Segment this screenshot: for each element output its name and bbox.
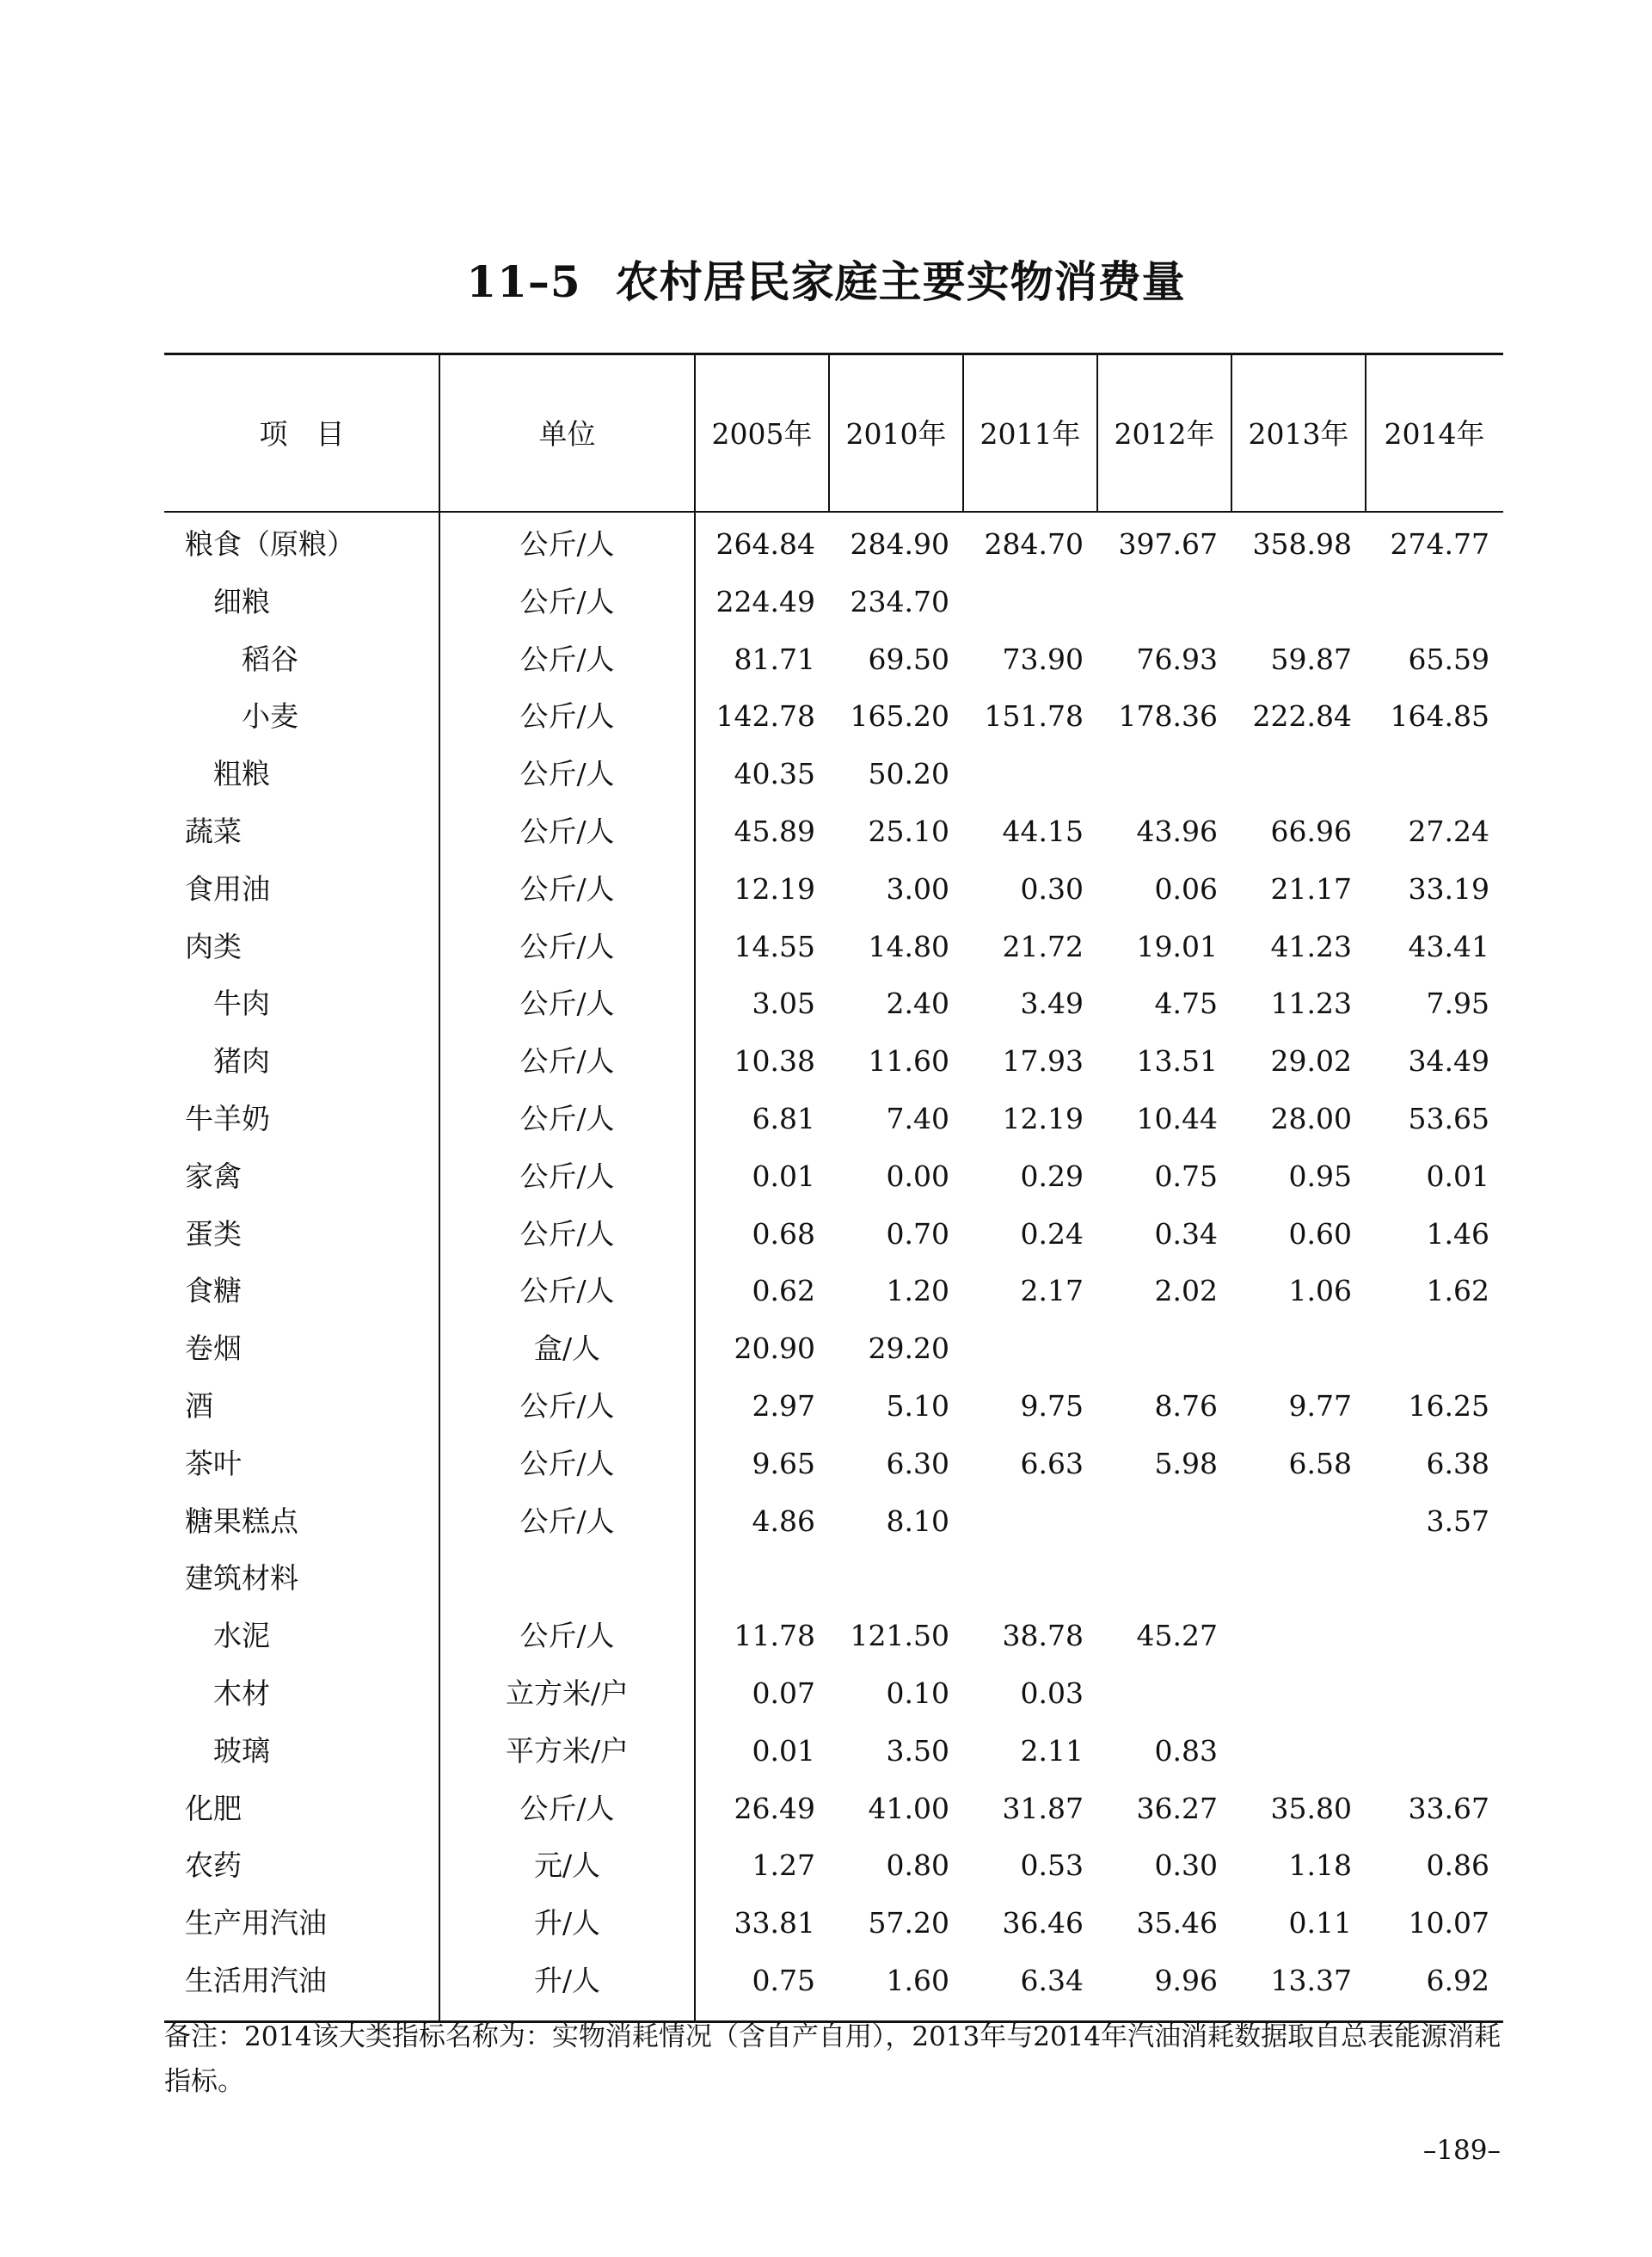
row-unit: 公斤/人 bbox=[519, 1216, 615, 1251]
row-value bbox=[1097, 1550, 1218, 1607]
row-value: 28.00 bbox=[1270, 1102, 1352, 1135]
row-value: 1.46 bbox=[1426, 1216, 1489, 1251]
row-value: 5.10 bbox=[886, 1389, 949, 1423]
row-value bbox=[1231, 1665, 1352, 1722]
row-value: 9.75 bbox=[1020, 1389, 1084, 1423]
row-value: 69.50 bbox=[868, 642, 949, 676]
row-unit: 升/人 bbox=[533, 1964, 601, 1997]
row-item-label: 牛肉 bbox=[213, 987, 270, 1021]
row-value: 264.84 bbox=[715, 527, 815, 561]
row-value: 50.20 bbox=[868, 757, 949, 791]
row-value: 222.84 bbox=[1252, 699, 1352, 734]
row-value: 0.01 bbox=[1426, 1159, 1489, 1193]
row-item-label: 木材 bbox=[213, 1676, 270, 1710]
row-value: 6.34 bbox=[1020, 1964, 1084, 1997]
row-item-label: 生产用汽油 bbox=[185, 1906, 327, 1940]
row-value: 36.27 bbox=[1136, 1791, 1218, 1825]
row-value: 13.51 bbox=[1136, 1044, 1218, 1079]
row-item-label: 蔬菜 bbox=[185, 815, 242, 848]
row-value: 6.63 bbox=[1020, 1446, 1084, 1480]
row-value: 0.80 bbox=[886, 1848, 949, 1883]
row-unit bbox=[439, 1550, 695, 1607]
row-value: 2.40 bbox=[886, 987, 949, 1021]
row-value: 3.05 bbox=[752, 987, 815, 1021]
row-value: 65.59 bbox=[1408, 642, 1489, 676]
column-header: 2012年 bbox=[1114, 416, 1215, 451]
row-value: 0.00 bbox=[886, 1159, 949, 1193]
row-item-label: 细粮 bbox=[213, 584, 270, 618]
row-value: 1.27 bbox=[752, 1848, 815, 1883]
page-number: –189– bbox=[1422, 2135, 1501, 2166]
row-value bbox=[1366, 1723, 1489, 1780]
row-value: 29.02 bbox=[1270, 1044, 1352, 1079]
row-value: 45.27 bbox=[1136, 1619, 1218, 1653]
row-value: 178.36 bbox=[1118, 699, 1218, 734]
row-item-label: 卷烟 bbox=[185, 1331, 242, 1366]
row-item-label: 糖果糕点 bbox=[185, 1504, 298, 1538]
row-value: 41.00 bbox=[868, 1791, 949, 1825]
row-unit: 公斤/人 bbox=[519, 699, 615, 734]
row-unit: 公斤/人 bbox=[519, 1791, 615, 1825]
row-value: 142.78 bbox=[715, 699, 815, 734]
row-value: 1.62 bbox=[1426, 1274, 1489, 1308]
row-value: 10.07 bbox=[1408, 1906, 1489, 1940]
row-value: 0.34 bbox=[1154, 1216, 1218, 1251]
row-value: 151.78 bbox=[984, 699, 1084, 734]
row-item-label: 牛羊奶 bbox=[185, 1102, 270, 1135]
row-value bbox=[1231, 1493, 1352, 1550]
row-value: 34.49 bbox=[1408, 1044, 1489, 1079]
row-value: 358.98 bbox=[1252, 527, 1352, 561]
row-value: 29.20 bbox=[868, 1331, 949, 1366]
table-number: 11–5 bbox=[466, 256, 581, 307]
row-unit: 公斤/人 bbox=[519, 1504, 615, 1538]
row-item-label: 化肥 bbox=[185, 1791, 242, 1825]
row-value: 12.19 bbox=[1002, 1102, 1084, 1135]
row-value: 81.71 bbox=[734, 642, 815, 676]
row-value: 0.01 bbox=[752, 1733, 815, 1768]
row-value: 7.95 bbox=[1426, 987, 1489, 1021]
row-value: 0.62 bbox=[752, 1274, 815, 1308]
column-header: 项 目 bbox=[259, 416, 345, 451]
row-value bbox=[1231, 574, 1352, 630]
row-value bbox=[1231, 1608, 1352, 1664]
row-value: 59.87 bbox=[1270, 642, 1352, 676]
row-unit: 公斤/人 bbox=[519, 929, 615, 963]
page-title bbox=[0, 248, 1652, 310]
row-value: 0.83 bbox=[1154, 1733, 1218, 1768]
row-value: 165.20 bbox=[850, 699, 949, 734]
row-value bbox=[1231, 1320, 1352, 1377]
row-value: 19.01 bbox=[1136, 929, 1218, 963]
row-value: 9.65 bbox=[752, 1446, 815, 1480]
row-value: 76.93 bbox=[1136, 642, 1218, 676]
row-unit: 立方米/户 bbox=[505, 1676, 629, 1710]
row-value: 284.90 bbox=[850, 527, 949, 561]
row-unit: 公斤/人 bbox=[519, 987, 615, 1021]
row-unit: 公斤/人 bbox=[519, 871, 615, 906]
row-value: 9.96 bbox=[1154, 1964, 1218, 1997]
row-value: 13.37 bbox=[1270, 1964, 1352, 1997]
row-value: 33.81 bbox=[734, 1906, 815, 1940]
row-unit: 公斤/人 bbox=[519, 642, 615, 676]
row-value: 224.49 bbox=[715, 584, 815, 618]
row-value: 5.98 bbox=[1154, 1446, 1218, 1480]
row-value: 121.50 bbox=[850, 1619, 949, 1653]
row-value: 4.86 bbox=[752, 1504, 815, 1538]
row-value bbox=[963, 1493, 1084, 1550]
row-item-label: 生活用汽油 bbox=[185, 1964, 327, 1997]
row-value bbox=[1097, 1665, 1218, 1722]
row-value: 0.11 bbox=[1288, 1906, 1352, 1940]
row-value: 9.77 bbox=[1288, 1389, 1352, 1423]
row-unit: 升/人 bbox=[533, 1906, 601, 1940]
row-value: 3.50 bbox=[886, 1733, 949, 1768]
row-value bbox=[1097, 1320, 1218, 1377]
row-value: 12.19 bbox=[734, 871, 815, 906]
row-unit: 公斤/人 bbox=[519, 1619, 615, 1653]
row-value: 27.24 bbox=[1408, 815, 1489, 848]
row-value bbox=[1366, 1608, 1489, 1664]
row-value: 6.81 bbox=[752, 1102, 815, 1135]
row-value: 11.60 bbox=[868, 1044, 949, 1079]
row-unit: 公斤/人 bbox=[519, 1102, 615, 1135]
row-value: 0.07 bbox=[752, 1676, 815, 1710]
row-unit: 公斤/人 bbox=[519, 757, 615, 791]
row-value: 25.10 bbox=[868, 815, 949, 848]
row-value: 33.67 bbox=[1408, 1791, 1489, 1825]
row-item-label: 粮食（原粮） bbox=[185, 527, 355, 561]
row-item-label: 食用油 bbox=[185, 871, 270, 906]
row-value: 11.23 bbox=[1270, 987, 1352, 1021]
row-value: 35.46 bbox=[1136, 1906, 1218, 1940]
row-value: 31.87 bbox=[1002, 1791, 1084, 1825]
row-value: 41.23 bbox=[1270, 929, 1352, 963]
row-value: 397.67 bbox=[1118, 527, 1218, 561]
row-value: 2.97 bbox=[752, 1389, 815, 1423]
row-value: 14.80 bbox=[868, 929, 949, 963]
row-value: 0.03 bbox=[1020, 1676, 1084, 1710]
row-value: 0.86 bbox=[1426, 1848, 1489, 1883]
row-value: 66.96 bbox=[1270, 815, 1352, 848]
row-value: 3.00 bbox=[886, 871, 949, 906]
row-item-label: 茶叶 bbox=[185, 1446, 242, 1480]
row-value: 8.76 bbox=[1154, 1389, 1218, 1423]
row-value: 21.17 bbox=[1270, 871, 1352, 906]
row-value: 1.60 bbox=[886, 1964, 949, 1997]
row-value: 57.20 bbox=[868, 1906, 949, 1940]
row-item-label: 肉类 bbox=[185, 929, 242, 963]
row-value: 6.30 bbox=[886, 1446, 949, 1480]
footnote: 备注：2014该大类指标名称为：实物消耗情况（含自产自用），2013年与2014年汽油消耗数据取自总表能源消耗指标。 bbox=[164, 2021, 1502, 2097]
row-value: 16.25 bbox=[1408, 1389, 1489, 1423]
row-value: 40.35 bbox=[734, 757, 815, 791]
table-header-rule bbox=[164, 511, 1503, 513]
row-value bbox=[1097, 746, 1218, 803]
row-value: 11.78 bbox=[734, 1619, 815, 1653]
row-value: 73.90 bbox=[1002, 642, 1084, 676]
row-value bbox=[963, 1320, 1084, 1377]
row-unit: 平方米/户 bbox=[505, 1733, 629, 1768]
row-value: 0.01 bbox=[752, 1159, 815, 1193]
row-value bbox=[1231, 746, 1352, 803]
row-value: 2.11 bbox=[1020, 1733, 1084, 1768]
row-value bbox=[1097, 574, 1218, 630]
row-value: 1.06 bbox=[1288, 1274, 1352, 1308]
row-value: 164.85 bbox=[1390, 699, 1489, 734]
row-value: 43.41 bbox=[1408, 929, 1489, 963]
row-value bbox=[963, 574, 1084, 630]
row-item-label: 水泥 bbox=[213, 1619, 270, 1653]
row-item-label: 稻谷 bbox=[242, 642, 298, 676]
row-item-label: 酒 bbox=[185, 1389, 213, 1423]
row-value: 0.60 bbox=[1288, 1216, 1352, 1251]
row-unit: 公斤/人 bbox=[519, 1159, 615, 1193]
table-title: 农村居民家庭主要实物消费量 bbox=[615, 256, 1186, 307]
row-value bbox=[1366, 574, 1489, 630]
row-value bbox=[1366, 1550, 1489, 1607]
row-value: 38.78 bbox=[1002, 1619, 1084, 1653]
row-value: 0.06 bbox=[1154, 871, 1218, 906]
row-value: 1.20 bbox=[886, 1274, 949, 1308]
row-value: 2.17 bbox=[1020, 1274, 1084, 1308]
row-value: 21.72 bbox=[1002, 929, 1084, 963]
row-value: 274.77 bbox=[1390, 527, 1489, 561]
row-value: 0.95 bbox=[1288, 1159, 1352, 1193]
row-value: 8.10 bbox=[886, 1504, 949, 1538]
row-value: 284.70 bbox=[984, 527, 1084, 561]
row-value bbox=[963, 746, 1084, 803]
row-value: 0.68 bbox=[752, 1216, 815, 1251]
row-item-label: 建筑材料 bbox=[185, 1561, 298, 1596]
row-unit: 公斤/人 bbox=[519, 1274, 615, 1308]
column-header: 2010年 bbox=[845, 416, 947, 451]
row-value: 6.58 bbox=[1288, 1446, 1352, 1480]
column-header: 2005年 bbox=[711, 416, 813, 451]
column-header: 单位 bbox=[538, 416, 596, 451]
row-value bbox=[963, 1550, 1084, 1607]
row-value: 35.80 bbox=[1270, 1791, 1352, 1825]
row-value: 10.44 bbox=[1136, 1102, 1218, 1135]
row-value: 6.38 bbox=[1426, 1446, 1489, 1480]
row-value bbox=[1231, 1723, 1352, 1780]
row-value: 53.65 bbox=[1408, 1102, 1489, 1135]
row-value: 45.89 bbox=[734, 815, 815, 848]
row-value: 43.96 bbox=[1136, 815, 1218, 848]
column-header: 2013年 bbox=[1248, 416, 1349, 451]
row-item-label: 农药 bbox=[185, 1848, 242, 1883]
row-item-label: 蛋类 bbox=[185, 1216, 242, 1251]
row-value: 36.46 bbox=[1002, 1906, 1084, 1940]
row-value bbox=[1366, 1665, 1489, 1722]
row-value: 44.15 bbox=[1002, 815, 1084, 848]
row-unit: 盒/人 bbox=[533, 1331, 601, 1366]
row-value bbox=[695, 1550, 815, 1607]
row-value: 2.02 bbox=[1154, 1274, 1218, 1308]
row-unit: 公斤/人 bbox=[519, 1044, 615, 1079]
row-item-label: 猪肉 bbox=[213, 1044, 270, 1079]
row-unit: 公斤/人 bbox=[519, 584, 615, 618]
row-value: 0.30 bbox=[1154, 1848, 1218, 1883]
row-item-label: 粗粮 bbox=[213, 757, 270, 791]
row-value: 3.49 bbox=[1020, 987, 1084, 1021]
row-item-label: 玻璃 bbox=[213, 1733, 270, 1768]
row-value bbox=[1366, 1320, 1489, 1377]
row-value: 20.90 bbox=[734, 1331, 815, 1366]
row-unit: 元/人 bbox=[533, 1848, 601, 1883]
row-value: 6.92 bbox=[1426, 1964, 1489, 1997]
row-unit: 公斤/人 bbox=[519, 1446, 615, 1480]
row-value bbox=[1231, 1550, 1352, 1607]
row-value: 0.24 bbox=[1020, 1216, 1084, 1251]
row-value: 0.70 bbox=[886, 1216, 949, 1251]
row-value: 0.75 bbox=[752, 1964, 815, 1997]
row-item-label: 家禽 bbox=[185, 1159, 242, 1193]
row-value: 0.10 bbox=[886, 1676, 949, 1710]
row-value bbox=[829, 1550, 949, 1607]
row-value: 1.18 bbox=[1288, 1848, 1352, 1883]
row-value: 10.38 bbox=[734, 1044, 815, 1079]
row-value: 26.49 bbox=[734, 1791, 815, 1825]
row-value: 0.29 bbox=[1020, 1159, 1084, 1193]
row-value: 4.75 bbox=[1154, 987, 1218, 1021]
row-unit: 公斤/人 bbox=[519, 815, 615, 848]
row-unit: 公斤/人 bbox=[519, 527, 615, 561]
row-unit: 公斤/人 bbox=[519, 1389, 615, 1423]
row-value: 0.53 bbox=[1020, 1848, 1084, 1883]
row-item-label: 小麦 bbox=[242, 699, 298, 734]
row-value: 7.40 bbox=[886, 1102, 949, 1135]
column-header: 2014年 bbox=[1384, 416, 1485, 451]
row-value: 33.19 bbox=[1408, 871, 1489, 906]
row-value: 234.70 bbox=[850, 584, 949, 618]
row-value: 0.30 bbox=[1020, 871, 1084, 906]
column-header: 2011年 bbox=[980, 416, 1081, 451]
row-value: 0.75 bbox=[1154, 1159, 1218, 1193]
row-value bbox=[1097, 1493, 1218, 1550]
row-item-label: 食糖 bbox=[185, 1274, 242, 1308]
row-value: 14.55 bbox=[734, 929, 815, 963]
row-value: 17.93 bbox=[1002, 1044, 1084, 1079]
row-value: 3.57 bbox=[1426, 1504, 1489, 1538]
row-value bbox=[1366, 746, 1489, 803]
